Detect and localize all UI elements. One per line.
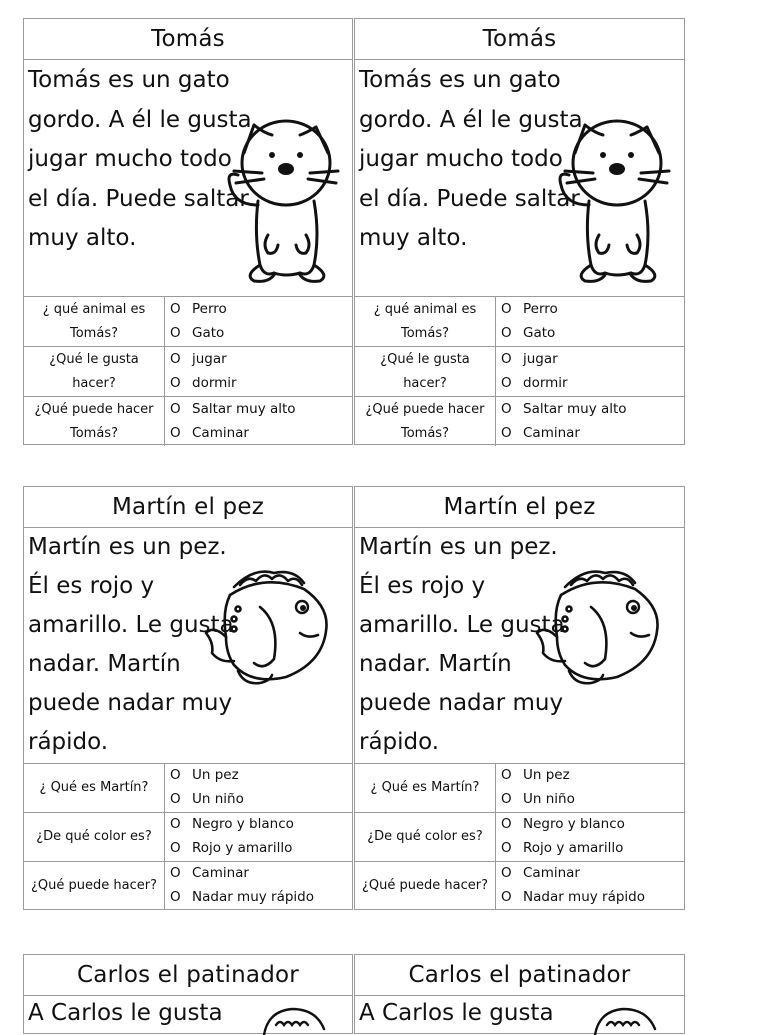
radio-circle[interactable]: O <box>501 301 512 317</box>
answer-option[interactable]: O Negro y blanco <box>501 812 625 836</box>
story-line: gordo. A él le gusta <box>359 106 583 133</box>
radio-circle[interactable]: O <box>501 375 512 391</box>
question-text: ¿ Qué es Martín? <box>24 764 165 812</box>
question-text: ¿Qué puede hacer? <box>355 862 496 910</box>
worksheet-card-tomas-left <box>23 18 353 445</box>
story-line: el día. Puede saltar <box>28 185 249 212</box>
story-text <box>28 61 252 259</box>
worksheet-card-carlos-right <box>354 954 685 1034</box>
fish-illustration <box>204 567 332 691</box>
answer-options <box>170 347 237 395</box>
story-text <box>28 528 234 762</box>
worksheet-card-martin-left <box>23 486 353 910</box>
story-line: muy alto. <box>28 225 137 251</box>
story-line: muy alto. <box>359 225 468 251</box>
answer-options <box>501 763 575 811</box>
radio-circle[interactable]: O <box>501 351 512 367</box>
cat-illustration <box>224 105 350 287</box>
answer-options <box>170 763 244 811</box>
story-line: nadar. Martín <box>28 651 181 677</box>
question-row <box>355 396 684 446</box>
story-text <box>359 61 583 259</box>
answer-option[interactable]: O Nadar muy rápido <box>501 885 645 909</box>
answer-options <box>501 812 625 860</box>
radio-circle[interactable]: O <box>170 375 181 391</box>
answer-options <box>170 812 294 860</box>
answer-option[interactable]: O Rojo y amarillo <box>170 836 294 860</box>
card-title: Martín el pez <box>24 487 352 528</box>
question-text: ¿Qué le gusta hacer? <box>24 347 165 396</box>
radio-circle[interactable]: O <box>170 301 181 317</box>
answer-option[interactable]: O Perro <box>170 297 227 321</box>
story-line: rápido. <box>28 729 109 755</box>
radio-circle[interactable]: O <box>170 325 181 341</box>
question-row <box>355 861 684 910</box>
story-line: A Carlos le gusta <box>28 1000 223 1026</box>
skater-illustration <box>260 1005 330 1035</box>
radio-circle[interactable]: O <box>170 351 181 367</box>
story-line: jugar mucho todo <box>359 146 563 172</box>
radio-circle[interactable]: O <box>501 865 512 881</box>
question-row <box>24 296 352 346</box>
answer-option[interactable]: O Saltar muy alto <box>501 397 627 421</box>
question-row <box>24 396 352 446</box>
answer-option[interactable]: O Un niño <box>170 787 244 811</box>
answer-option[interactable]: O Un niño <box>501 787 575 811</box>
fish-illustration <box>535 567 663 691</box>
question-text: ¿De qué color es? <box>24 813 165 861</box>
question-text: ¿Qué le gusta hacer? <box>355 347 496 396</box>
story-text <box>359 528 565 762</box>
answer-option[interactable]: O Gato <box>170 321 227 345</box>
card-title: Martín el pez <box>355 487 684 528</box>
radio-circle[interactable]: O <box>501 840 512 856</box>
story-line: Él es rojo y <box>359 573 486 599</box>
story-line: Tomás es un gato <box>359 67 561 93</box>
question-row <box>24 812 352 861</box>
story-line: A Carlos le gusta <box>359 1000 554 1026</box>
radio-circle[interactable]: O <box>501 767 512 783</box>
answer-option[interactable]: O Caminar <box>501 421 627 445</box>
story-line: Martín es un pez. <box>28 534 227 560</box>
story-text <box>359 995 554 1031</box>
question-text: ¿ Qué es Martín? <box>355 764 496 812</box>
story-line: Él es rojo y <box>28 573 155 599</box>
answer-options <box>170 297 227 345</box>
skater-illustration <box>591 1005 661 1035</box>
answer-options <box>501 861 645 909</box>
story-line: Tomás es un gato <box>28 67 230 93</box>
question-row <box>24 861 352 910</box>
question-row <box>355 296 684 346</box>
worksheet-card-martin-right <box>354 486 685 910</box>
card-title: Carlos el patinador <box>24 955 352 996</box>
radio-circle[interactable]: O <box>170 840 181 856</box>
answer-option[interactable]: O dormir <box>170 371 237 395</box>
story-line: jugar mucho todo <box>28 146 232 172</box>
answer-option[interactable]: O jugar <box>170 347 237 371</box>
answer-options <box>501 297 558 345</box>
story-line: nadar. Martín <box>359 651 512 677</box>
answer-options <box>170 861 314 909</box>
radio-circle[interactable]: O <box>170 791 181 807</box>
radio-circle[interactable]: O <box>170 865 181 881</box>
radio-circle[interactable]: O <box>501 425 512 441</box>
story-line: rápido. <box>359 729 440 755</box>
answer-options <box>170 397 296 445</box>
answer-option[interactable]: O Perro <box>501 297 558 321</box>
radio-circle[interactable]: O <box>170 889 181 905</box>
answer-option[interactable]: O jugar <box>501 347 568 371</box>
question-row <box>355 763 684 812</box>
story-line: Martín es un pez. <box>359 534 558 560</box>
answer-option[interactable]: O Negro y blanco <box>170 812 294 836</box>
story-line: amarillo. Le gusta <box>359 612 565 638</box>
card-title: Tomás <box>355 19 684 60</box>
question-row <box>355 812 684 861</box>
story-line: puede nadar muy <box>359 690 564 716</box>
answer-options <box>501 397 627 445</box>
radio-circle[interactable]: O <box>170 401 181 417</box>
story-line: puede nadar muy <box>28 690 233 716</box>
answer-option[interactable]: O Rojo y amarillo <box>501 836 625 860</box>
answer-option[interactable]: O Saltar muy alto <box>170 397 296 421</box>
card-title: Tomás <box>24 19 352 60</box>
story-line: el día. Puede saltar <box>359 185 580 212</box>
radio-circle[interactable]: O <box>501 401 512 417</box>
question-text: ¿ qué animal es Tomás? <box>24 297 165 346</box>
radio-circle[interactable]: O <box>170 767 181 783</box>
question-row <box>24 763 352 812</box>
cat-illustration <box>555 105 681 287</box>
card-title: Carlos el patinador <box>355 955 684 996</box>
radio-circle[interactable]: O <box>170 816 181 832</box>
radio-circle[interactable]: O <box>501 791 512 807</box>
question-text: ¿Qué puede hacer Tomás? <box>355 397 496 446</box>
radio-circle[interactable]: O <box>501 889 512 905</box>
worksheet-card-carlos-left <box>23 954 353 1034</box>
story-text <box>28 995 223 1031</box>
question-text: ¿Qué puede hacer? <box>24 862 165 910</box>
answer-option[interactable]: O Caminar <box>170 861 314 885</box>
answer-option[interactable]: O Un pez <box>170 763 244 787</box>
answer-option[interactable]: O Caminar <box>170 421 296 445</box>
answer-option[interactable]: O Caminar <box>501 861 645 885</box>
story-line: amarillo. Le gusta <box>28 612 234 638</box>
answer-option[interactable]: O dormir <box>501 371 568 395</box>
radio-circle[interactable]: O <box>501 816 512 832</box>
radio-circle[interactable]: O <box>501 325 512 341</box>
question-text: ¿De qué color es? <box>355 813 496 861</box>
story-line: gordo. A él le gusta <box>28 106 252 133</box>
question-row <box>355 346 684 396</box>
radio-circle[interactable]: O <box>170 425 181 441</box>
question-row <box>24 346 352 396</box>
answer-options <box>501 347 568 395</box>
question-text: ¿ qué animal es Tomás? <box>355 297 496 346</box>
answer-option[interactable]: O Un pez <box>501 763 575 787</box>
answer-option[interactable]: O Nadar muy rápido <box>170 885 314 909</box>
question-text: ¿Qué puede hacer Tomás? <box>24 397 165 446</box>
worksheet-card-tomas-right <box>354 18 685 445</box>
answer-option[interactable]: O Gato <box>501 321 558 345</box>
